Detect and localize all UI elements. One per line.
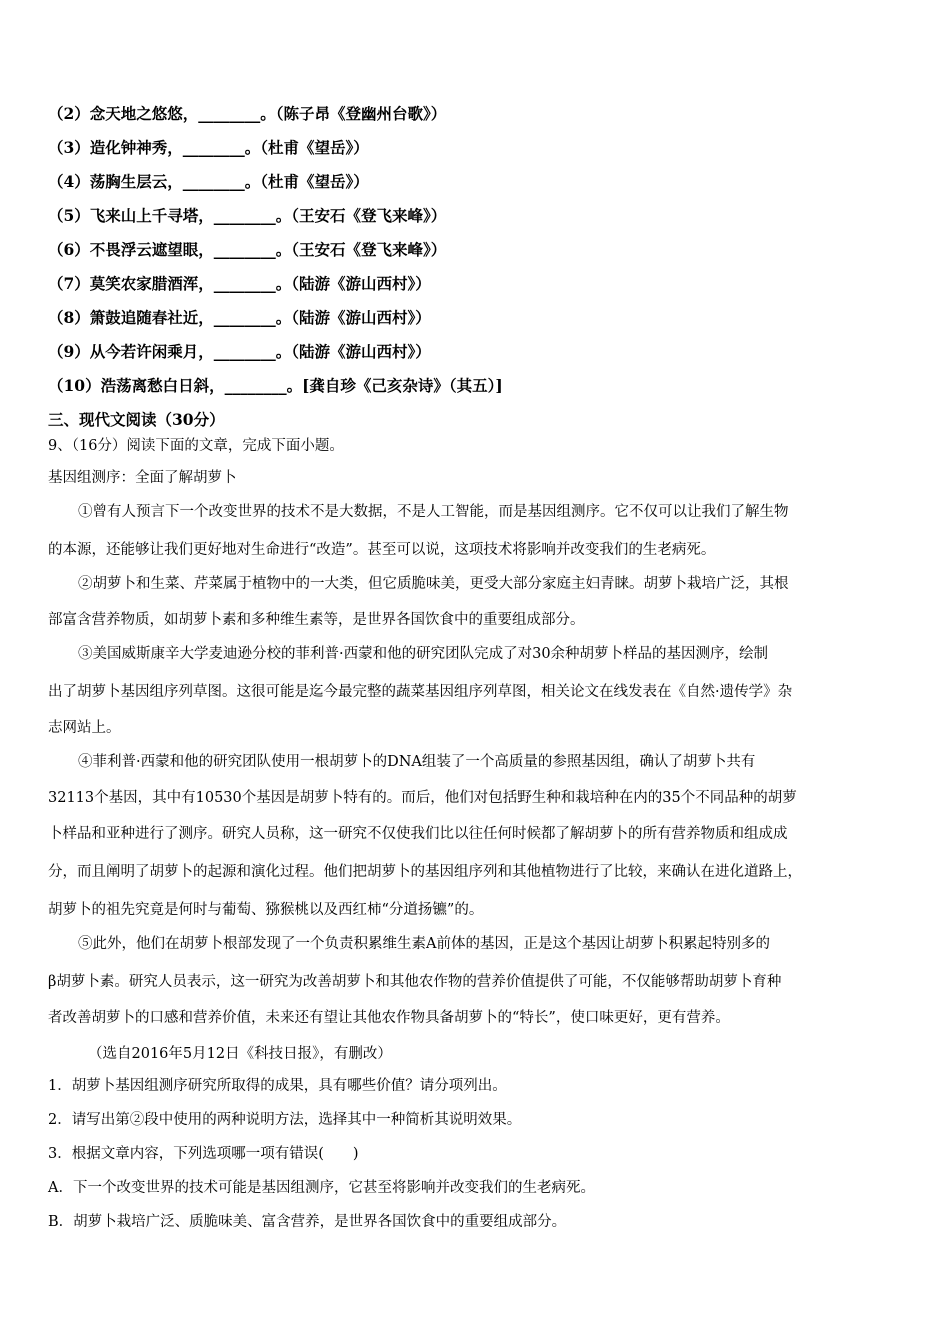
article-paragraph-4-line: 32113个基因，其中有10530个基因是胡萝卜特有的。而后，他们对包括野生种和栽培种在内的35个不同品种的胡萝 bbox=[48, 790, 797, 806]
question-3: 3．根据文章内容，下列选项哪一项有错误( ) bbox=[48, 1146, 359, 1162]
poem-item-6: （6）不畏浮云遮望眼，________。（王安石《登飞来峰》） bbox=[48, 240, 447, 259]
poem-item-4: （4）荡胸生层云，________。（杜甫《望岳》） bbox=[48, 172, 369, 191]
article-paragraph-3-line: 出了胡萝卜基因组序列草图。这很可能是迄今最完整的蔬菜基因组序列草图，相关论文在线发表在《自然·遗传学》杂 bbox=[48, 684, 793, 700]
article-paragraph-3-line: 志网站上。 bbox=[48, 720, 121, 736]
question-1: 1．胡萝卜基因组测序研究所取得的成果，具有哪些价值？请分项列出。 bbox=[48, 1078, 507, 1094]
poem-item-5: （5）飞来山上千寻塔，________。（王安石《登飞来峰》） bbox=[48, 206, 447, 225]
question-intro: 9、（16分）阅读下面的文章，完成下面小题。 bbox=[48, 438, 344, 454]
section-title: 三、现代文阅读（30分） bbox=[48, 410, 225, 429]
article-paragraph-2-line: 部富含营养物质，如胡萝卜素和多种维生素等，是世界各国饮食中的重要组成部分。 bbox=[48, 612, 585, 628]
option-a: A．下一个改变世界的技术可能是基因组测序，它甚至将影响并改变我们的生老病死。 bbox=[48, 1180, 595, 1196]
article-paragraph-4-line: 分，而且阐明了胡萝卜的起源和演化过程。他们把胡萝卜的基因组序列和其他植物进行了比较，来确认在进化道路上， bbox=[48, 864, 802, 880]
article-paragraph-4-line: ④菲利普·西蒙和他的研究团队使用一根胡萝卜的DNA组装了一个高质量的参照基因组，确认了胡萝卜共有 bbox=[78, 754, 756, 770]
question-2: 2．请写出第②段中使用的两种说明方法，选择其中一种简析其说明效果。 bbox=[48, 1112, 522, 1128]
article-paragraph-2-line: ②胡萝卜和生菜、芹菜属于植物中的一大类，但它质脆味美，更受大部分家庭主妇青睐。胡萝卜栽培广泛，其根 bbox=[78, 576, 789, 592]
poem-item-7: （7）莫笑农家腊酒浑，________。（陆游《游山西村》） bbox=[48, 274, 431, 293]
poem-item-10: （10）浩荡离愁白日斜，________。[龚自珍《己亥杂诗》（其五）] bbox=[48, 376, 503, 395]
article-paragraph-5-line: β胡萝卜素。研究人员表示，这一研究为改善胡萝卜和其他农作物的营养价值提供了可能，不仅能够帮助胡萝卜育种 bbox=[48, 974, 782, 990]
article-source: （选自2016年5月12日《科技日报》，有删改） bbox=[88, 1046, 392, 1062]
option-b: B．胡萝卜栽培广泛、质脆味美、富含营养，是世界各国饮食中的重要组成部分。 bbox=[48, 1214, 567, 1230]
article-paragraph-5-line: ⑤此外，他们在胡萝卜根部发现了一个负责积累维生素A前体的基因，正是这个基因让胡萝卜积累起特别多的 bbox=[78, 936, 770, 952]
poem-item-9: （9）从今若许闲乘月，________。（陆游《游山西村》） bbox=[48, 342, 431, 361]
article-title: 基因组测序：全面了解胡萝卜 bbox=[48, 470, 237, 486]
article-paragraph-1-line: ①曾有人预言下一个改变世界的技术不是大数据，不是人工智能，而是基因组测序。它不仅可以让我们了解生物 bbox=[78, 504, 789, 520]
poem-item-3: （3）造化钟神秀，________。（杜甫《望岳》） bbox=[48, 138, 369, 157]
article-paragraph-5-line: 者改善胡萝卜的口感和营养价值，未来还有望让其他农作物具备胡萝卜的“特长”，使口味更好，更有营养。 bbox=[48, 1010, 730, 1026]
article-paragraph-4-line: 胡萝卜的祖先究竟是何时与葡萄、猕猴桃以及西红柿“分道扬镳”的。 bbox=[48, 902, 484, 918]
article-paragraph-1-line: 的本源，还能够让我们更好地对生命进行“改造”。甚至可以说，这项技术将影响并改变我们的生老病死。 bbox=[48, 542, 716, 558]
article-paragraph-3-line: ③美国威斯康辛大学麦迪逊分校的菲利普·西蒙和他的研究团队完成了对30余种胡萝卜样品的基因测序，绘制 bbox=[78, 646, 769, 662]
poem-item-8: （8）箫鼓追随春社近，________。（陆游《游山西村》） bbox=[48, 308, 431, 327]
article-paragraph-4-line: 卜样品和亚种进行了测序。研究人员称，这一研究不仅使我们比以往任何时候都了解胡萝卜的所有营养物质和组成成 bbox=[48, 826, 788, 842]
poem-item-2: （2）念天地之悠悠，________。（陈子昂《登幽州台歌》） bbox=[48, 104, 447, 123]
